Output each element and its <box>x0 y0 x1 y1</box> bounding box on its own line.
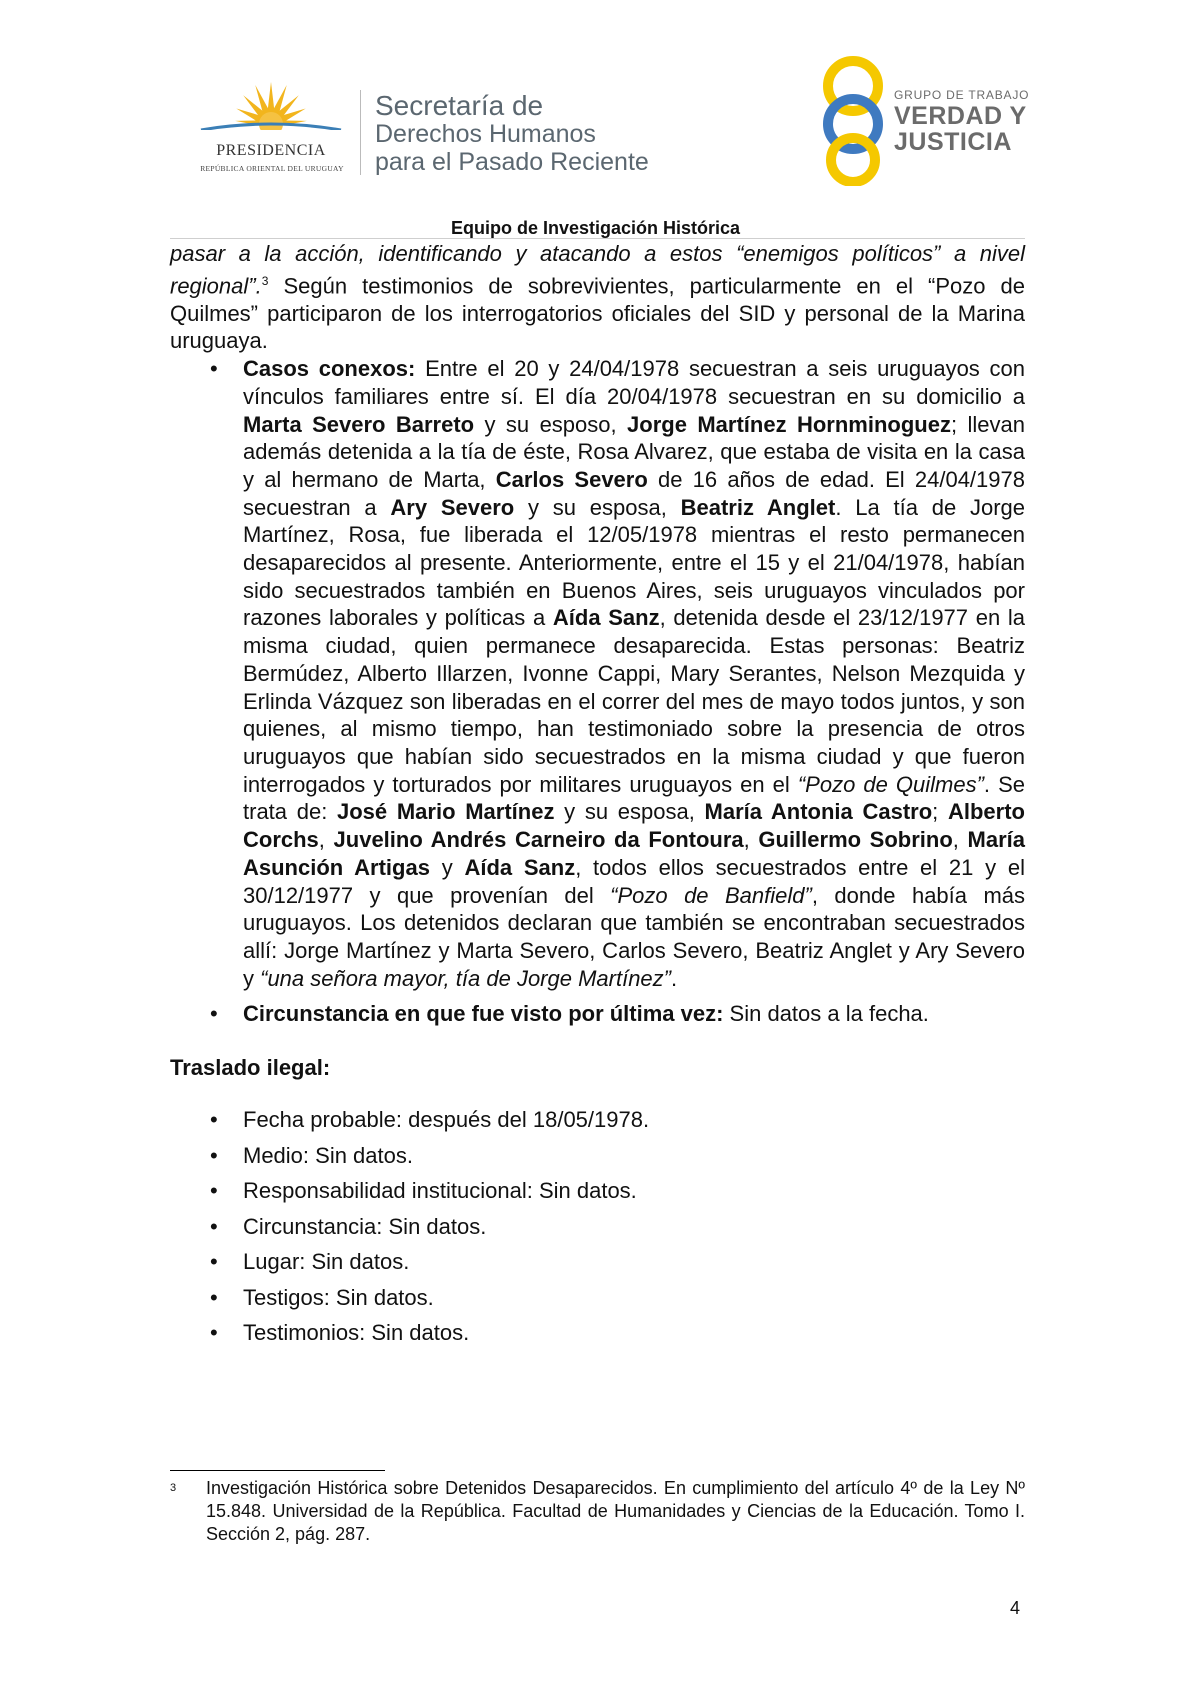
text-run: ; llevan además detenida a la tía de éste, Rosa Alvarez, que estaba de visita en la casa y al hermano de Marta, <box>243 411 1025 492</box>
item-text: Circunstancia: Sin datos. <box>243 1213 487 1239</box>
text-run: , detenida desde el 23/12/1977 en la misma ciudad, quien permanece desaparecida. Estas personas: Beatriz Bermúdez, Alberto Illarzen, Ivonne Cappi, Mary Serantes, Nelson Mezquida y Erlinda Vázquez son liberadas en el correr del mes de mayo todos juntos, y son quienes, al mismo tiempo, han testimoniado sobre la presencia de otros uruguayos que habían sido secuestrados en la misma ciudad y que fueron interrogados y torturados por militares uruguayos en el <box>243 605 1025 797</box>
header-rule <box>170 238 1025 239</box>
person-name: María Antonia Castro <box>704 799 933 825</box>
item-label: Circunstancia en que fue visto por última vez: <box>243 1001 724 1027</box>
text-run: , donde había más uruguayos. Los detenidos declaran que también se encontraban secuestrados allí: Jorge Martínez y Marta Severo, Carlos Severo, Beatriz Anglet y Ary Severo y <box>243 882 1026 991</box>
list-item-casos-conexos <box>170 355 1025 992</box>
continuation-paragraph <box>170 240 1025 355</box>
bullet-marker: • <box>210 1320 218 1346</box>
list-item <box>170 1213 1025 1241</box>
logo-divider <box>360 90 361 175</box>
item-text: Lugar: Sin datos. <box>243 1249 410 1275</box>
text-run: , <box>952 827 968 853</box>
bullet-marker: • <box>210 1284 218 1310</box>
item-text: Testimonios: Sin datos. <box>243 1320 470 1346</box>
secretaria-line-3: para el Pasado Reciente <box>375 148 649 176</box>
person-name: Carlos Severo <box>495 466 648 492</box>
person-name: María Asunción Artigas <box>243 827 1026 880</box>
item-text: Testigos: Sin datos. <box>243 1284 434 1310</box>
secretaria-line-2: Derechos Humanos <box>375 120 596 148</box>
person-name: Ary Severo <box>390 494 515 520</box>
place-name: “Pozo de Quilmes” <box>797 771 984 797</box>
bullet-marker: • <box>210 1001 218 1027</box>
list-item <box>170 1284 1025 1312</box>
text-run: . Se trata de: <box>243 771 1026 825</box>
text-run: de 16 años de edad. El 24/04/1978 secuestran a <box>243 466 1025 520</box>
footnote-rule <box>170 1470 385 1471</box>
text-run: y <box>429 854 465 880</box>
person-name: Alberto Corchs <box>243 799 1025 853</box>
person-name: Guillermo Sobrino <box>758 827 953 853</box>
bullet-marker: • <box>210 1213 218 1239</box>
item-text: Responsabilidad institucional: Sin datos. <box>243 1178 637 1204</box>
text-run: ; <box>932 799 948 825</box>
footnote-text: Investigación Histórica sobre Detenidos Desaparecidos. En cumplimiento del artículo 4º de la Ley Nº 15.848. Universidad de la República. Facultad de Humanidades y Ciencias de la Educación. Tomo I. Sección 2, pág. 287. <box>206 1478 1025 1544</box>
text-run: y su esposa, <box>554 799 705 825</box>
person-name: José Mario Martínez <box>337 799 555 825</box>
person-name: Aída Sanz <box>552 605 660 631</box>
item-text: Fecha probable: después del 18/05/1978. <box>243 1107 650 1133</box>
person-name: Beatriz Anglet <box>680 494 836 520</box>
person-name: Jorge Martínez Hornminoguez <box>627 411 951 437</box>
list-item <box>170 1248 1025 1276</box>
presidencia-wordmark: PRESIDENCIA <box>216 142 326 159</box>
linked-rings-icon <box>820 56 890 186</box>
item-text: Sin datos a la fecha. <box>723 1001 929 1027</box>
bullet-marker: • <box>210 1249 218 1275</box>
text-run: , <box>743 827 759 853</box>
sun-icon <box>196 80 346 144</box>
quote-text: pasar a la acción, identificando y atacando a estos “enemigos políticos” a nivel regional”. <box>170 241 1025 299</box>
list-item <box>170 1106 1025 1134</box>
bullet-marker: • <box>210 356 218 382</box>
justicia-label: JUSTICIA <box>894 128 1012 156</box>
list-item-circunstancia <box>170 1000 1025 1028</box>
place-name: “Pozo de Banfield” <box>610 882 812 908</box>
footnote-mark: 3 <box>170 1482 177 1494</box>
page-number: 4 <box>1010 1598 1021 1618</box>
verdad-label: VERDAD Y <box>894 102 1027 130</box>
team-heading: Equipo de Investigación Histórica <box>450 218 741 238</box>
secretaria-line-1: Secretaría de <box>375 90 544 121</box>
bullet-marker: • <box>210 1107 218 1133</box>
footnote <box>170 1477 1025 1546</box>
item-label: Casos conexos: <box>243 356 416 382</box>
page-header <box>0 0 1191 240</box>
grupo-trabajo-label: GRUPO DE TRABAJO <box>894 88 1030 102</box>
bullet-marker: • <box>210 1142 218 1168</box>
quote-text: “una señora mayor, tía de Jorge Martínez” <box>260 965 671 991</box>
paragraph-text: Según testimonios de sobrevivientes, particularmente en el “Pozo de Quilmes” participaron de los interrogatorios oficiales del SID y personal de la Marina uruguaya. <box>170 273 1025 354</box>
text-run: y su esposo, <box>474 411 628 437</box>
secretaria-wordmark <box>375 92 649 176</box>
grupo-trabajo-logo <box>820 56 1040 186</box>
bullet-marker: • <box>210 1178 218 1204</box>
traslado-list <box>170 1106 1025 1347</box>
document-body <box>170 240 1025 1355</box>
list-item <box>170 1177 1025 1205</box>
text-run: y su esposa, <box>514 494 681 520</box>
person-name: Marta Severo Barreto <box>243 411 475 437</box>
list-item <box>170 1142 1025 1170</box>
footnote-reference: 3 <box>261 273 269 288</box>
item-text: Medio: Sin datos. <box>243 1142 413 1168</box>
presidencia-logo <box>196 80 356 180</box>
presidencia-subtitle: REPÚBLICA ORIENTAL DEL URUGUAY <box>200 164 344 173</box>
text-run: , todos ellos secuestrados entre el 21 y el 30/12/1977 y que provenían del <box>243 854 1025 908</box>
person-name: Aída Sanz <box>464 854 576 880</box>
text-run: . <box>671 965 678 991</box>
list-item <box>170 1319 1025 1347</box>
facts-list <box>170 355 1025 1028</box>
text-run: , <box>318 827 334 853</box>
text-run: Entre el 20 y 24/04/1978 secuestran a seis uruguayos con vínculos familiares entre sí. El día 20/04/1978 secuestran en su domicilio a <box>243 356 1025 409</box>
person-name: Juvelino Andrés Carneiro da Fontoura <box>333 827 744 853</box>
section-title-traslado: Traslado ilegal: <box>170 1055 331 1081</box>
text-run: . La tía de Jorge Martínez, Rosa, fue liberada el 12/05/1978 mientras el resto permanecen desaparecidos al presente. Anteriormente, entre el 15 y el 21/04/1978, habían sido secuestrados también en Buenos Aires, seis uruguayos vinculados por razones laborales y políticas a <box>243 494 1026 631</box>
